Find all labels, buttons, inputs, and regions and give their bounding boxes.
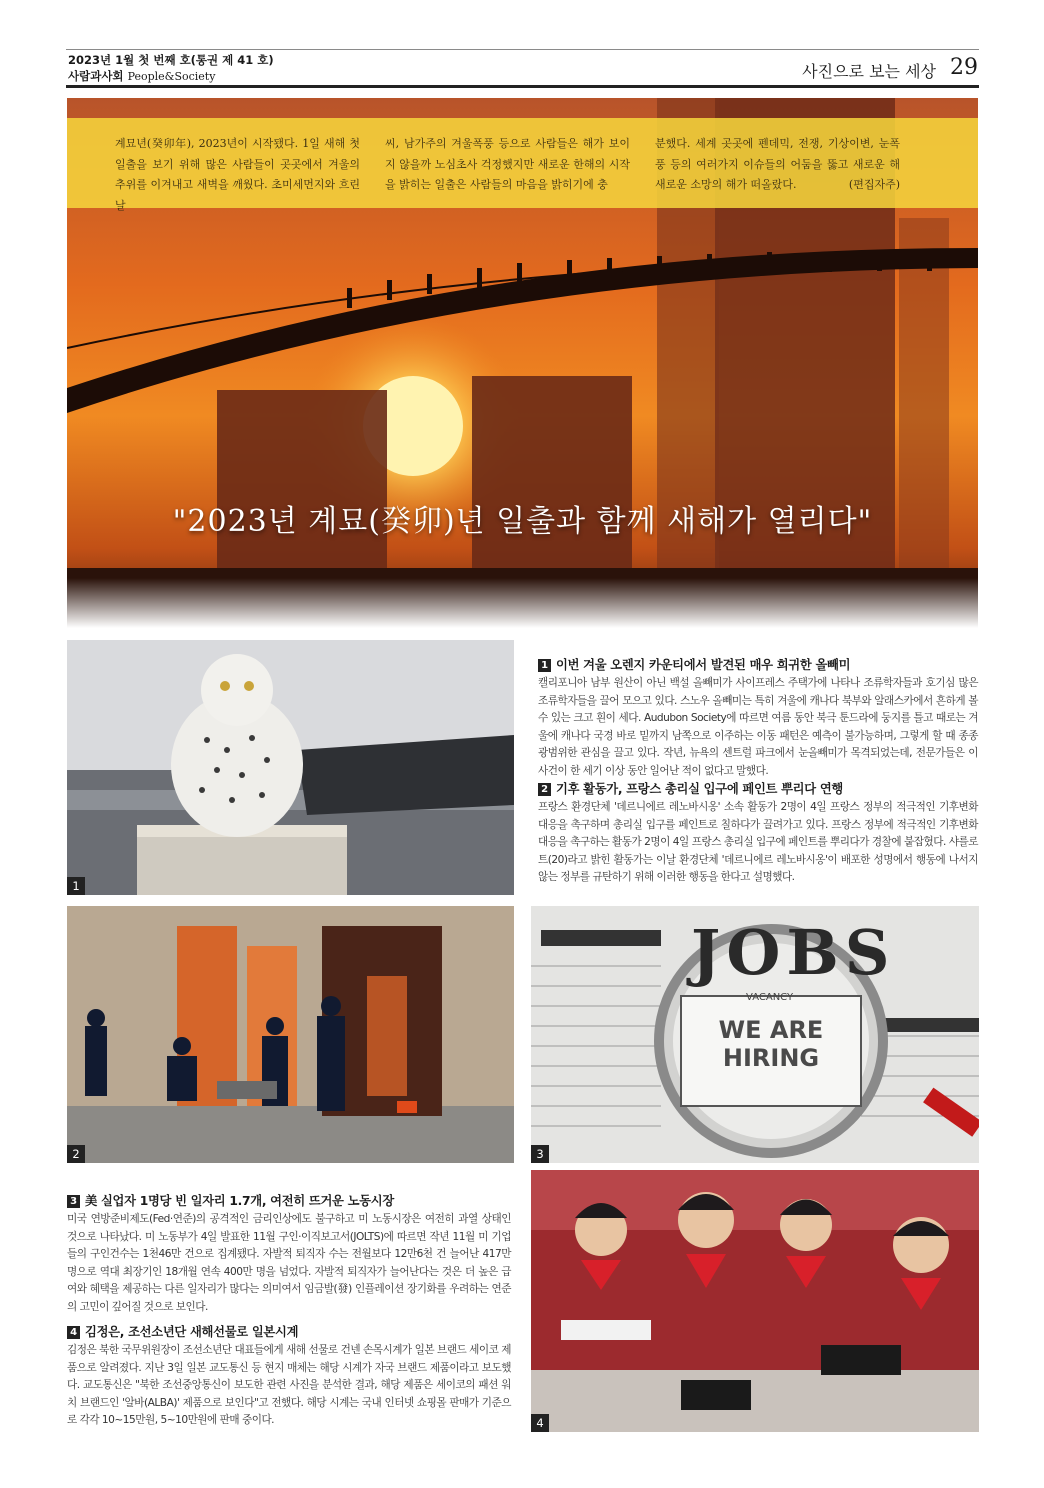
article-1-number: 1 bbox=[538, 659, 551, 672]
publication-name bbox=[68, 68, 215, 84]
photo-number-3: 3 bbox=[531, 1145, 549, 1163]
article-1-body: 캘리포니아 남부 원산이 아닌 백설 올빼미가 사이프레스 주택가에 나타나 조류학자들과 호기심 많은 조류학자들을 끌어 모으고 있다. 스노우 올빼미는 특히 겨울에 캐나다 북부와 알래스카에서 흔하게 볼 수 있는 크고 흰이 세다. Audubon Society에 따르면 여름 동안 북극 툰드라에 둥지를 틀고 때로는 겨울에 캐나다 국경 바로 밑까지 남쪽으로 이주하는 이동 패턴은 예측이 불가능하며, 그렇게 할 때 종종 광범위한 관심을 끌고 있다. 작년, 뉴욕의 센트럴 파크에서 눈올빼미가 목격되었는데, 전문가들은 이 사건이 한 세기 이상 동안 일어난 적이 없다고 말했다. bbox=[538, 677, 978, 777]
protest-illustration bbox=[67, 906, 514, 1163]
article-3-headline bbox=[67, 1191, 511, 1209]
article-3-title: 美 실업자 1명당 빈 일자리 1.7개, 여전히 뜨거운 노동시장 bbox=[85, 1194, 394, 1208]
article-4-title: 김정은, 조선소년단 새해선물로 일본시계 bbox=[85, 1325, 299, 1339]
article-3-number: 3 bbox=[67, 1195, 80, 1208]
photo-snowy-owl bbox=[67, 640, 514, 895]
publication-name-ko: 사람과사회 bbox=[68, 69, 124, 83]
photo-number-4: 4 bbox=[531, 1414, 549, 1432]
article-1-title: 이번 겨울 오렌지 카운티에서 발견된 매우 희귀한 올빼미 bbox=[556, 658, 851, 672]
photo-number-1: 1 bbox=[67, 877, 85, 895]
photo-paint-protest bbox=[67, 906, 514, 1163]
article-2-body: 프랑스 환경단체 '데르니에르 레노바시옹' 소속 활동가 2명이 4일 프랑스 정부의 적극적인 기후변화 대응을 촉구하며 총리실 입구를 페인트로 칠하다가 끌려가고 있다. 프랑스 정부에 적극적인 기후변화 대응을 촉구하는 활동가 2명이 4일 프랑스 총리실 입구에 페인트를 뿌리다가 경찰에 붙잡혔다. 샤를로트(20)라고 밝힌 활동가는 이날 환경단체 '데르니에르 레노바시옹'이 배포한 성명에서 행동에 나서지 않는 정부를 규탄하기 위해 이러한 행동을 한다고 설명했다. bbox=[538, 801, 978, 883]
article-3-body: 미국 연방준비제도(Fed·연준)의 공격적인 금리인상에도 불구하고 미 노동시장은 여전히 과열 상태인 것으로 나타났다. 미 노동부가 4일 발표한 11월 구인·이직보고서(JOLTS)에 따르면 작년 11월 미 기업들의 구인건수는 1천46만 건으로 집계됐다. 자발적 퇴직자 수는 전월보다 12만6천 건 늘어난 417만 명으로 역대 최장기인 18개월 연속 400만 명을 넘었다. 자발적 퇴직자가 늘어난다는 것은 더 높은 급여와 혜택을 제공하는 다른 일자리가 많다는 의미여서 임금발(發) 인플레이션 장기화를 우려하는 연준의 고민이 깊어질 것으로 보인다. bbox=[67, 1213, 511, 1313]
article-1-headline bbox=[538, 655, 978, 673]
header-top-rule bbox=[66, 49, 979, 50]
article-2 bbox=[538, 779, 978, 887]
article-2-title: 기후 활동가, 프랑스 총리실 입구에 페인트 뿌리다 연행 bbox=[556, 782, 843, 796]
snowy-owl-illustration bbox=[67, 640, 514, 895]
intro-column-3-text: 분했다. 세계 곳곳에 펜데믹, 전쟁, 기상이변, 눈폭풍 등의 여러가지 이슈들의 어둠을 뚫고 새로운 해 새로운 소망의 해가 떠올랐다. bbox=[655, 137, 900, 191]
intro-column-1: 계묘년(癸卯年), 2023년이 시작됐다. 1일 새해 첫 일출을 보기 위해 많은 사람들이 곳곳에서 겨울의 추위를 이겨내고 새벽을 깨웠다. 초미세먼지와 흐린 날 bbox=[115, 137, 360, 212]
intro-column-3 bbox=[655, 134, 900, 196]
hero-headline: "2023년 계묘(癸卯)년 일출과 함께 새해가 열리다" bbox=[172, 504, 873, 539]
article-1 bbox=[538, 655, 978, 780]
article-2-headline bbox=[538, 779, 978, 797]
hero-sunrise-photo bbox=[67, 98, 978, 628]
article-4-number: 4 bbox=[67, 1326, 80, 1339]
article-4-headline bbox=[67, 1322, 511, 1340]
hiring-sign: WE ARE HIRING bbox=[718, 1016, 824, 1072]
publication-name-en: People&Society bbox=[127, 70, 216, 83]
photo-number-2: 2 bbox=[67, 1145, 85, 1163]
article-4-body: 김정은 북한 국무위원장이 조선소년단 대표들에게 새해 선물로 건넨 손목시계가 일본 브랜드 세이코 제품으로 알려졌다. 지난 3일 일본 교도통신 등 현지 매체는 해당 시계가 자국 브랜드 제품이라고 보도했다. 교도통신은 "북한 조선중앙통신이 보도한 관련 사진을 분석한 결과, 해당 제품은 세이코의 패션 워치 브랜드인 '알바(ALBA)' 제품으로 보인다"고 전했다. 해당 시계는 국내 인터넷 쇼핑몰 판매가 기준으로 각각 10~15만원, 5~10만원에 판매 중이다. bbox=[67, 1344, 511, 1426]
intro-column-2: 씨, 남가주의 겨울폭풍 등으로 사람들은 해가 보이지 않을까 노심초사 걱정했지만 새로운 한해의 시작을 밝히는 일출은 사람들의 마음을 밝히기에 충 bbox=[385, 137, 630, 191]
issue-info: 2023년 1월 첫 번째 호(통권 제 41 호) bbox=[68, 53, 274, 67]
header-bottom-rule bbox=[66, 85, 979, 88]
jobs-vacancy-label: VACANCY bbox=[746, 992, 794, 1003]
article-4 bbox=[67, 1322, 511, 1430]
jobs-masthead: JOBS bbox=[691, 916, 896, 989]
section-title: 사진으로 보는 세상 bbox=[802, 62, 936, 81]
photo-jobs-newspaper bbox=[531, 906, 979, 1163]
editor-note: (편집자주) bbox=[848, 178, 900, 191]
photo-children-watches bbox=[531, 1170, 979, 1432]
article-3 bbox=[67, 1191, 511, 1316]
article-2-number: 2 bbox=[538, 783, 551, 796]
children-illustration bbox=[531, 1170, 979, 1432]
page-number: 29 bbox=[950, 55, 978, 80]
